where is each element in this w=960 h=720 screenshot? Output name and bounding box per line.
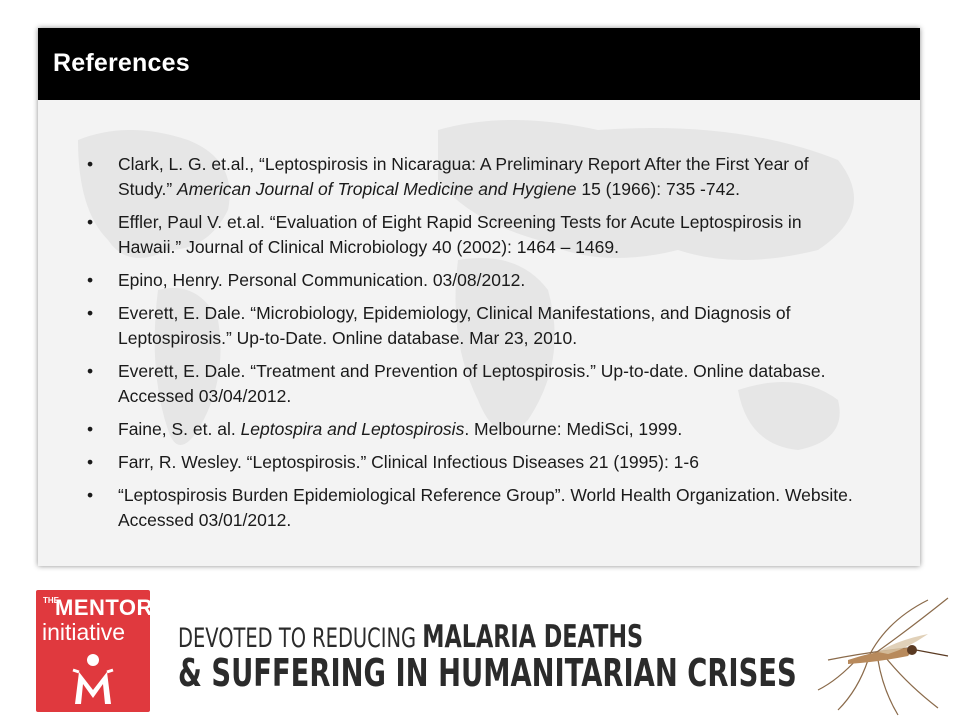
- reference-text: Epino, Henry. Personal Communication. 03/08/2012.: [118, 270, 526, 290]
- slide-panel: [38, 28, 920, 566]
- reference-text: Farr, R. Wesley. “Leptospirosis.” Clinical Infectious Diseases 21 (1995): 1-6: [118, 452, 699, 472]
- bullet-icon: •: [87, 361, 94, 381]
- reference-text: Effler, Paul V. et.al. “Evaluation of Eight Rapid Screening Tests for Acute Leptospirosis in Hawaii.” Journal of Clinical Microbiology 40 (2002): 1464 – 1469.: [118, 212, 802, 257]
- reference-item: [78, 152, 858, 202]
- reference-item: [78, 450, 858, 475]
- logo-mentor-text: MENTOR: [55, 595, 153, 620]
- bullet-icon: •: [87, 212, 94, 232]
- reference-item: [78, 268, 858, 293]
- reference-text: Everett, E. Dale. “Treatment and Prevention of Leptospirosis.” Up-to-date. Online database. Accessed 03/04/2012.: [118, 361, 826, 406]
- tagline: [178, 619, 797, 695]
- bullet-icon: •: [87, 154, 94, 174]
- reference-text: “Leptospirosis Burden Epidemiological Reference Group”. World Health Organization. Website. Accessed 03/01/2012.: [118, 485, 853, 530]
- reference-item: [78, 210, 858, 260]
- mentor-emblem-icon: [69, 652, 117, 706]
- tagline-line-1: [178, 619, 797, 655]
- title-bar: [38, 28, 920, 100]
- reference-item: [78, 417, 858, 442]
- logo-the-text: THE: [43, 596, 59, 605]
- tagline-prefix: DEVOTED TO REDUCING: [178, 623, 423, 654]
- reference-item: [78, 483, 858, 533]
- bullet-icon: •: [87, 452, 94, 472]
- reference-text: Clark, L. G. et.al., “Leptospirosis in Nicaragua: A Preliminary Report After the First Year of Study.”: [118, 154, 809, 199]
- mentor-initiative-logo: [36, 590, 153, 712]
- reference-text: . Melbourne: MediSci, 1999.: [464, 419, 683, 439]
- bullet-icon: •: [87, 485, 94, 505]
- reference-source-italic: Leptospira and Leptospirosis: [240, 419, 465, 439]
- reference-text: Everett, E. Dale. “Microbiology, Epidemiology, Clinical Manifestations, and Diagnosis of Leptospirosis.” Up-to-Date. Online database. Mar 23, 2010.: [118, 303, 791, 348]
- tagline-line-2: & SUFFERING IN HUMANITARIAN CRISES: [178, 651, 797, 695]
- reference-list: [78, 152, 858, 541]
- reference-text: 15 (1966): 735 -742.: [576, 179, 740, 199]
- reference-item: [78, 359, 858, 409]
- tagline-emphasis: MALARIA DEATHS: [422, 619, 644, 655]
- reference-text: Faine, S. et. al.: [118, 419, 241, 439]
- mosquito-icon: [808, 590, 958, 718]
- logo-initiative-text: initiative: [42, 619, 126, 645]
- slide-title: References: [53, 49, 190, 77]
- reference-source-italic: American Journal of Tropical Medicine and Hygiene: [177, 179, 577, 199]
- bullet-icon: •: [87, 270, 94, 290]
- footer-banner: [0, 572, 960, 720]
- bullet-icon: •: [87, 419, 94, 439]
- reference-item: [78, 301, 858, 351]
- bullet-icon: •: [87, 303, 94, 323]
